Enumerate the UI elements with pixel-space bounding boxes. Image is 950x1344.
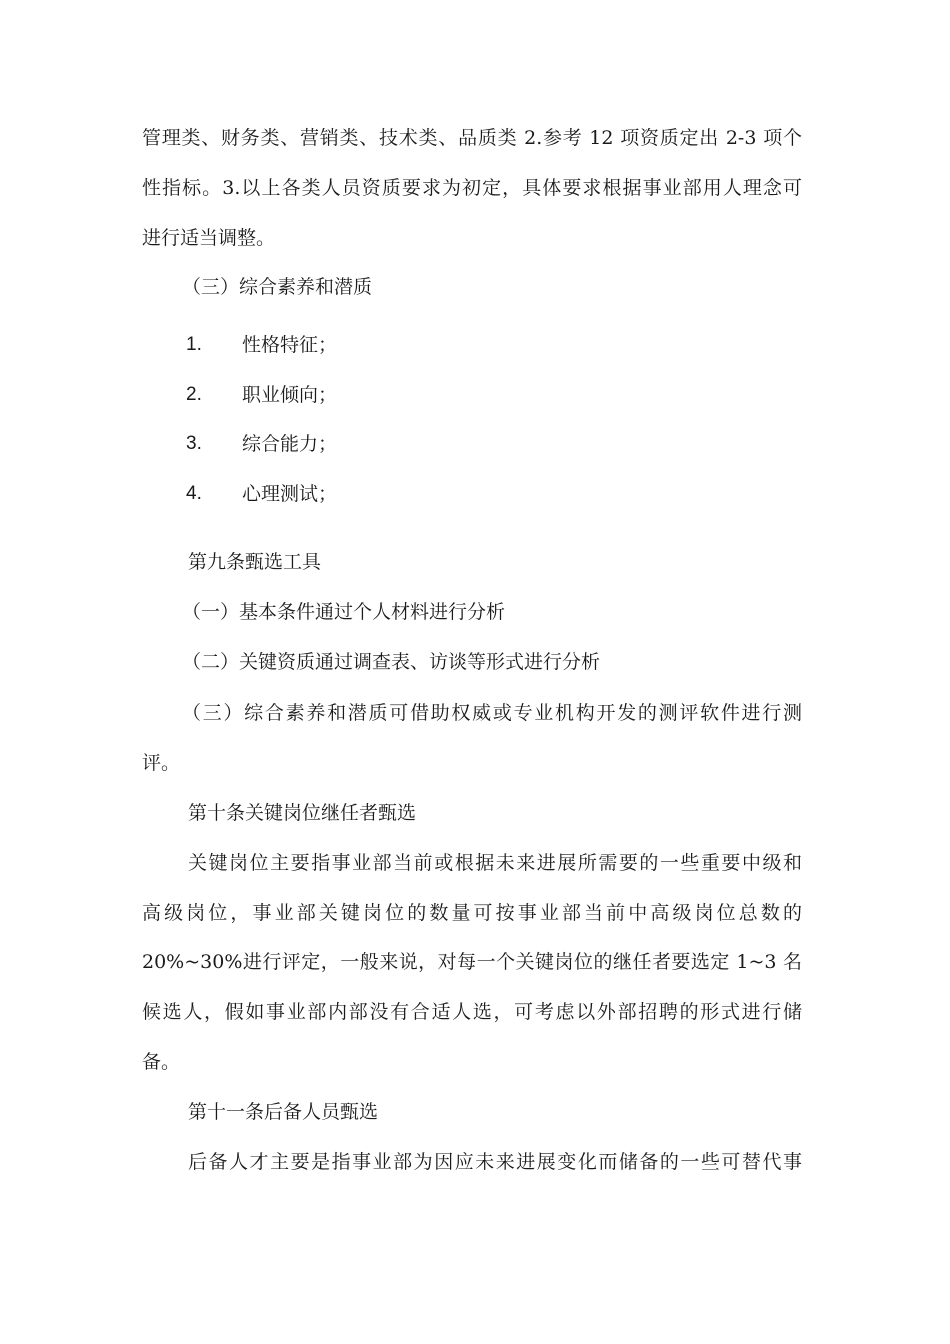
article-10-line-1: 关键岗位主要指事业部当前或根据未来进展所需要的一些重要中级和 [188,852,802,874]
list-item-number: 4. [186,483,202,504]
article-10-line-4: 候选人，假如事业部内部没有合适人选，可考虑以外部招聘的形式进行储 [142,1001,802,1023]
article-10-title: 第十条关键岗位继任者甄选 [188,802,417,824]
list-item-text: 性格特征； [242,334,338,356]
list-item-text: 综合能力； [242,433,338,455]
article-9-item-3-line-2: 评。 [142,752,181,774]
section-heading-three: （三）综合素养和潜质 [182,276,373,298]
article-10-line-2: 高级岗位，事业部关键岗位的数量可按事业部当前中高级岗位总数的 [142,902,802,924]
article-10-line-5: 备。 [142,1051,181,1073]
list-item-text: 职业倾向； [242,384,338,406]
article-9-item-3-line-1: （三）综合素养和潜质可借助权威或专业机构开发的测评软件进行测 [182,702,802,724]
list-item-number: 3. [186,433,202,454]
list-item-number: 2. [186,384,202,405]
article-10-line-3: 20%~30%进行评定，一般来说，对每一个关键岗位的继任者要选定 1~3 名 [142,951,802,973]
article-11-title: 第十一条后备人员甄选 [188,1101,379,1123]
list-item-number: 1. [186,334,202,355]
intro-line-1: 管理类、财务类、营销类、技术类、品质类 2.参考 12 项资质定出 2-3 项个 [142,127,802,149]
article-9-title: 第九条甄选工具 [188,551,322,573]
intro-line-3: 进行适当调整。 [142,227,276,249]
intro-line-2: 性指标。3.以上各类人员资质要求为初定，具体要求根据事业部用人理念可 [142,177,802,199]
article-11-line-1: 后备人才主要是指事业部为因应未来进展变化而储备的一些可替代事 [188,1151,802,1173]
article-9-item-1: （一）基本条件通过个人材料进行分析 [182,601,506,623]
list-item-text: 心理测试； [242,483,338,505]
article-9-item-2: （二）关键资质通过调查表、访谈等形式进行分析 [182,651,601,673]
